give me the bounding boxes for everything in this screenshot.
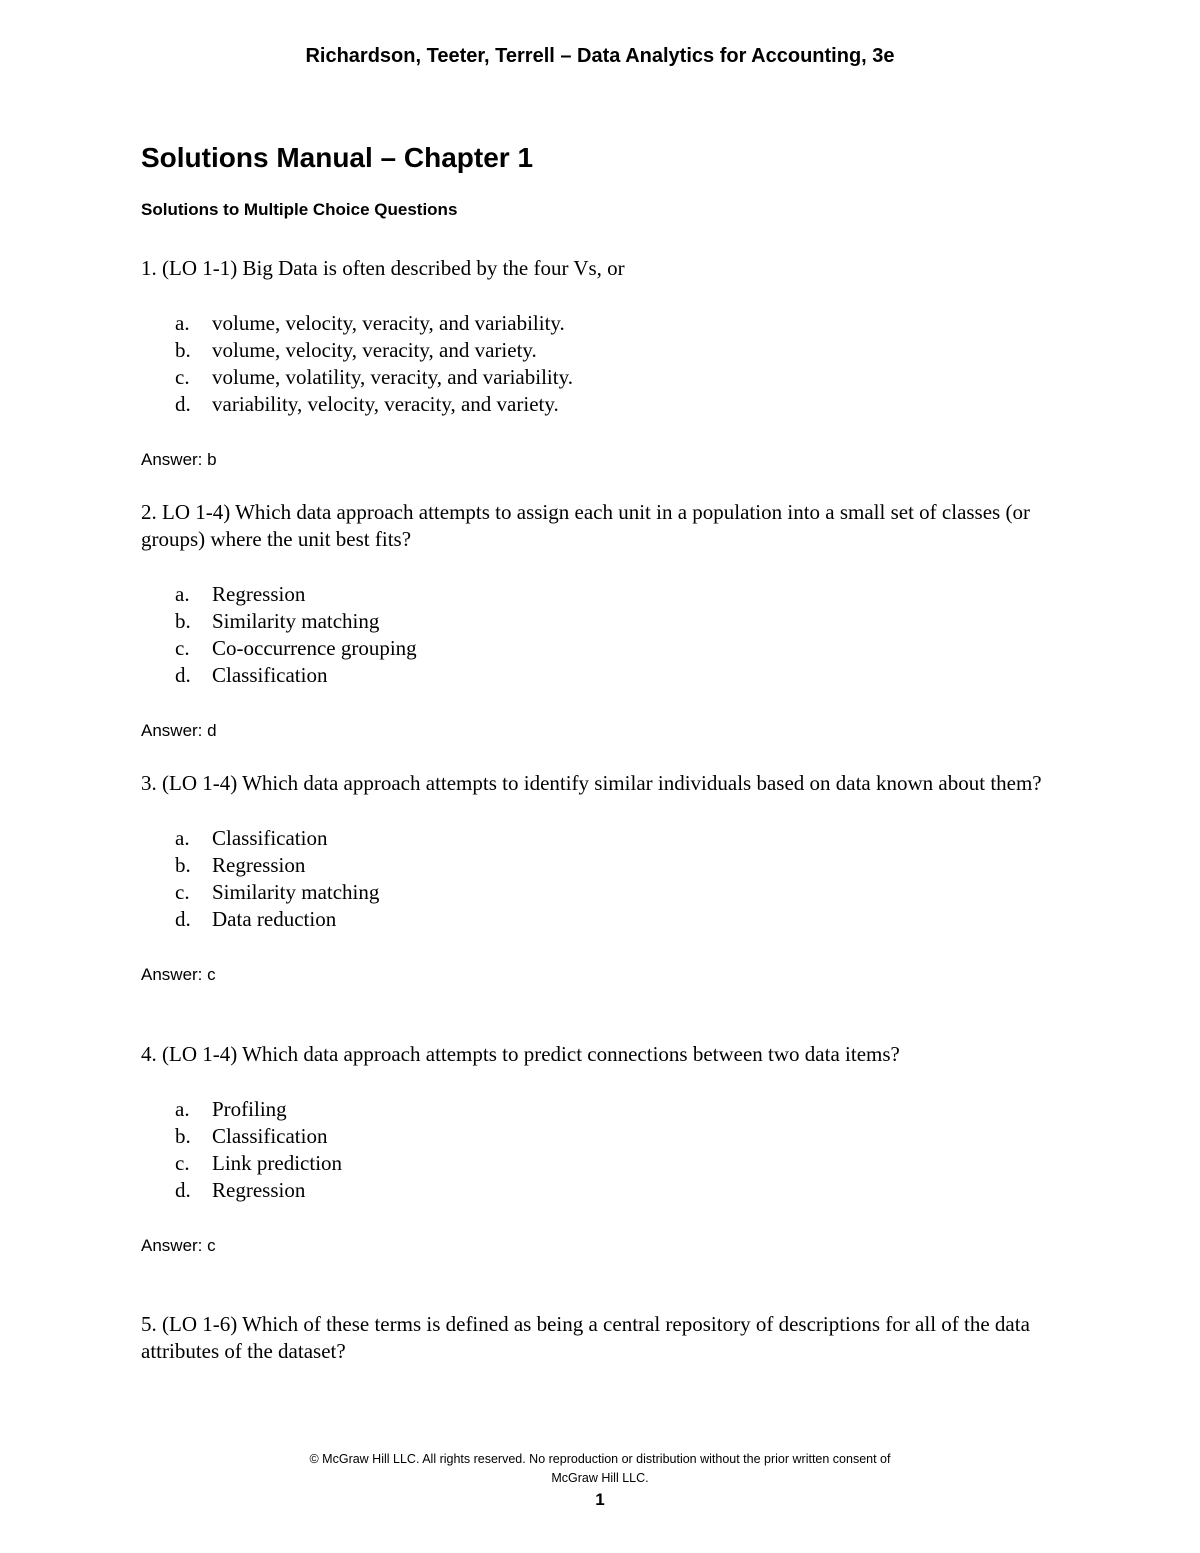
option-list	[141, 310, 1061, 418]
option-letter: d.	[175, 663, 191, 687]
option-letter: d.	[175, 392, 191, 416]
option-text: Data reduction	[212, 907, 337, 931]
option-text: Classification	[212, 826, 328, 850]
question-text: 5. (LO 1-6) Which of these terms is defined as being a central repository of descriptions for all of the data attributes of the dataset?	[141, 1312, 1030, 1363]
option-letter: a.	[175, 1097, 190, 1121]
option-b	[141, 852, 1061, 879]
option-b	[141, 337, 1061, 364]
option-text: variability, velocity, veracity, and variety.	[212, 392, 559, 416]
option-text: Classification	[212, 663, 328, 687]
option-c	[141, 879, 1061, 906]
option-list	[141, 1096, 1061, 1204]
option-c	[141, 635, 1061, 662]
question-1	[141, 255, 1061, 473]
option-text: volume, velocity, veracity, and variability.	[212, 311, 565, 335]
option-c	[141, 364, 1061, 391]
option-letter: a.	[175, 582, 190, 606]
option-letter: c.	[175, 636, 190, 660]
option-c	[141, 1150, 1061, 1177]
answer-text: Answer: c	[141, 1236, 216, 1255]
question-text: 1. (LO 1-1) Big Data is often described by the four Vs, or	[141, 256, 625, 280]
option-d	[141, 391, 1061, 418]
answer-text: Answer: c	[141, 965, 216, 984]
option-letter: b.	[175, 1124, 191, 1148]
option-text: Classification	[212, 1124, 328, 1148]
question-4	[141, 1041, 1061, 1259]
option-letter: a.	[175, 311, 190, 335]
option-list	[141, 581, 1061, 689]
question-text: 2. LO 1-4) Which data approach attempts to assign each unit in a population into a small set of classes (or groups) where the unit best fits?	[141, 500, 1030, 551]
option-letter: b.	[175, 853, 191, 877]
section-heading: Solutions to Multiple Choice Questions	[141, 200, 458, 219]
option-letter: c.	[175, 880, 190, 904]
option-text: Co-occurrence grouping	[212, 636, 417, 660]
option-text: volume, volatility, veracity, and variability.	[212, 365, 573, 389]
copyright-footer	[0, 1450, 1200, 1488]
option-letter: b.	[175, 338, 191, 362]
question-text: 4. (LO 1-4) Which data approach attempts to predict connections between two data items?	[141, 1042, 900, 1066]
option-text: volume, velocity, veracity, and variety.	[212, 338, 537, 362]
option-letter: a.	[175, 826, 190, 850]
option-text: Regression	[212, 853, 306, 877]
option-letter: d.	[175, 1178, 191, 1202]
question-3	[141, 770, 1061, 988]
option-d	[141, 662, 1061, 689]
option-letter: b.	[175, 609, 191, 633]
option-a	[141, 581, 1061, 608]
option-b	[141, 1123, 1061, 1150]
option-text: Regression	[212, 1178, 306, 1202]
copyright-line: © McGraw Hill LLC. All rights reserved. No reproduction or distribution without the prior written consent of	[309, 1452, 891, 1466]
option-d	[141, 906, 1061, 933]
option-b	[141, 608, 1061, 635]
question-5	[141, 1311, 1061, 1365]
option-letter: c.	[175, 1151, 190, 1175]
option-a	[141, 1096, 1061, 1123]
option-letter: d.	[175, 907, 191, 931]
answer-text: Answer: d	[141, 721, 217, 740]
running-header: Richardson, Teeter, Terrell – Data Analytics for Accounting, 3e	[305, 45, 895, 67]
question-2	[141, 499, 1061, 744]
copyright-line: McGraw Hill LLC.	[551, 1471, 649, 1485]
option-list	[141, 825, 1061, 933]
option-d	[141, 1177, 1061, 1204]
question-text: 3. (LO 1-4) Which data approach attempts to identify similar individuals based on data known about them?	[141, 771, 1042, 795]
option-a	[141, 825, 1061, 852]
option-text: Link prediction	[212, 1151, 343, 1175]
answer-text: Answer: b	[141, 450, 217, 469]
option-text: Similarity matching	[212, 880, 380, 904]
option-a	[141, 310, 1061, 337]
option-text: Regression	[212, 582, 306, 606]
option-text: Similarity matching	[212, 609, 380, 633]
option-text: Profiling	[212, 1097, 287, 1121]
page-title: Solutions Manual – Chapter 1	[141, 142, 534, 173]
option-letter: c.	[175, 365, 190, 389]
page-number: 1	[595, 1490, 605, 1509]
